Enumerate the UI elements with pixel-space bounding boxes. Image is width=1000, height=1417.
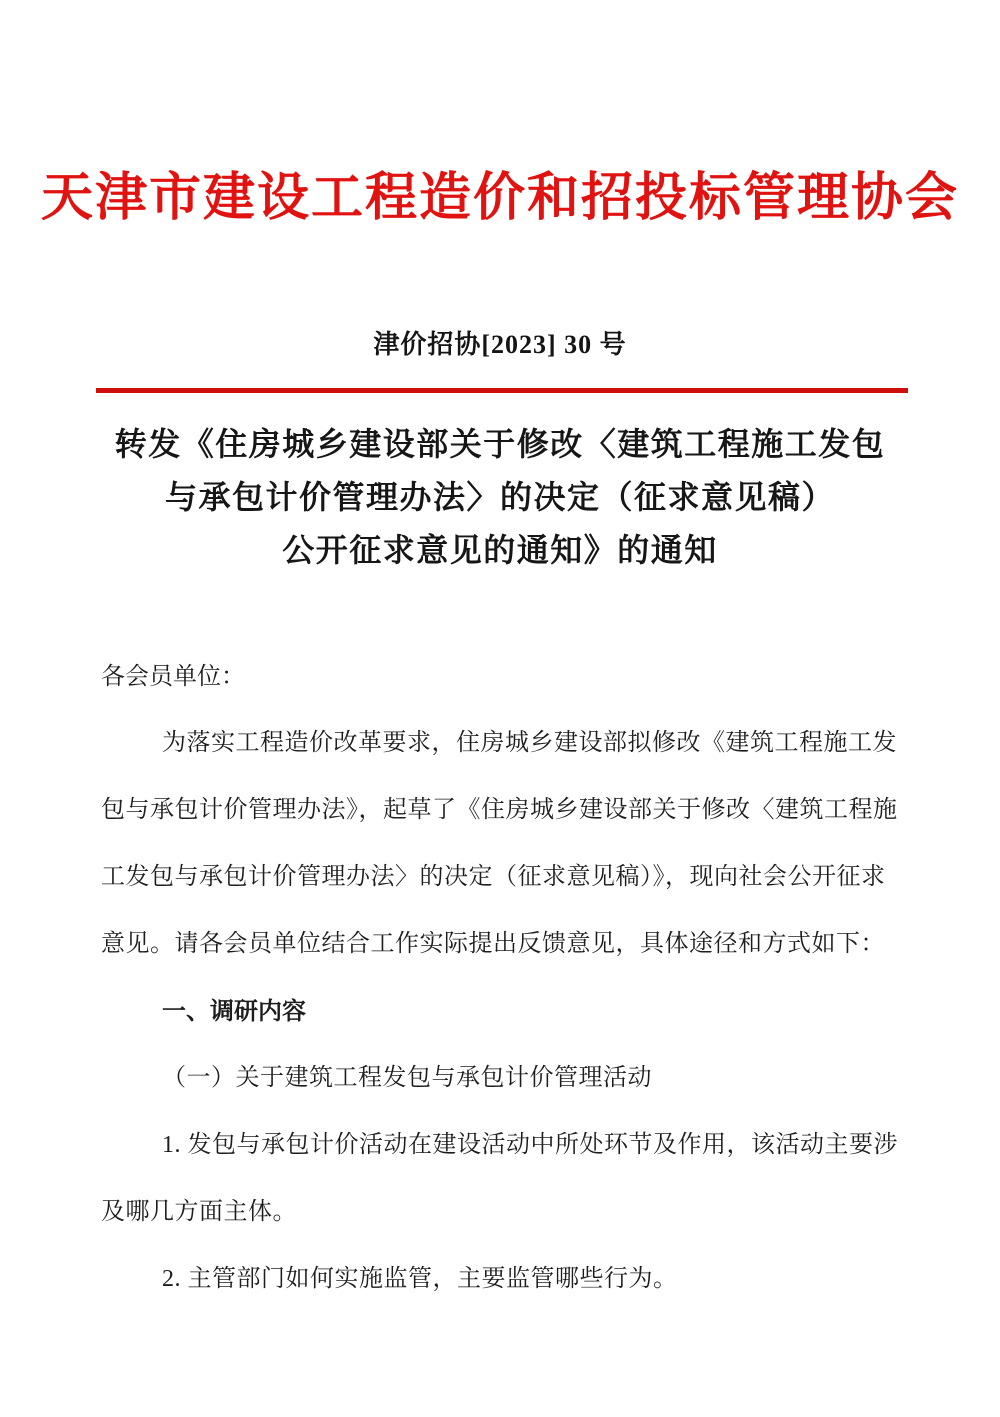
paragraph-line: 包与承包计价管理办法》，起草了《住房城乡建设部关于修改〈建筑工程施: [101, 797, 898, 823]
subsection-heading: （一）关于建筑工程发包与承包计价管理活动: [162, 1065, 652, 1091]
numbered-item-1: 1. 发包与承包计价活动在建设活动中所处环节及作用，该活动主要涉: [162, 1132, 898, 1158]
numbered-item-2: 2. 主管部门如何实施监管，主要监管哪些行为。: [162, 1266, 678, 1292]
paragraph-line: 工发包与承包计价管理办法〉的决定（征求意见稿）》，现向社会公开征求: [101, 864, 886, 890]
paragraph-line: 为落实工程造价改革要求，住房城乡建设部拟修改《建筑工程施工发: [162, 730, 897, 756]
paragraph-line: 意见。请各会员单位结合工作实际提出反馈意见，具体途径和方式如下：: [101, 931, 885, 957]
section-heading: 一、调研内容: [162, 998, 306, 1025]
notice-title-line-1: 转发《住房城乡建设部关于修改〈建筑工程施工发包: [114, 426, 886, 462]
salutation: 各会员单位：: [101, 663, 245, 690]
numbered-item-1-cont: 及哪几方面主体。: [101, 1199, 297, 1225]
notice-body: [101, 643, 921, 1313]
document-number: 津价招协[2023] 30 号: [373, 330, 627, 359]
issuing-org-title: 天津市建设工程造价和招投标管理协会: [40, 170, 959, 227]
red-divider-rule: [96, 388, 908, 393]
notice-title-line-3: 公开征求意见的通知》的通知: [282, 532, 718, 568]
notice-title-line-2: 与承包计价管理办法〉的决定（征求意见稿）: [164, 479, 835, 515]
notice-title: [50, 418, 950, 577]
